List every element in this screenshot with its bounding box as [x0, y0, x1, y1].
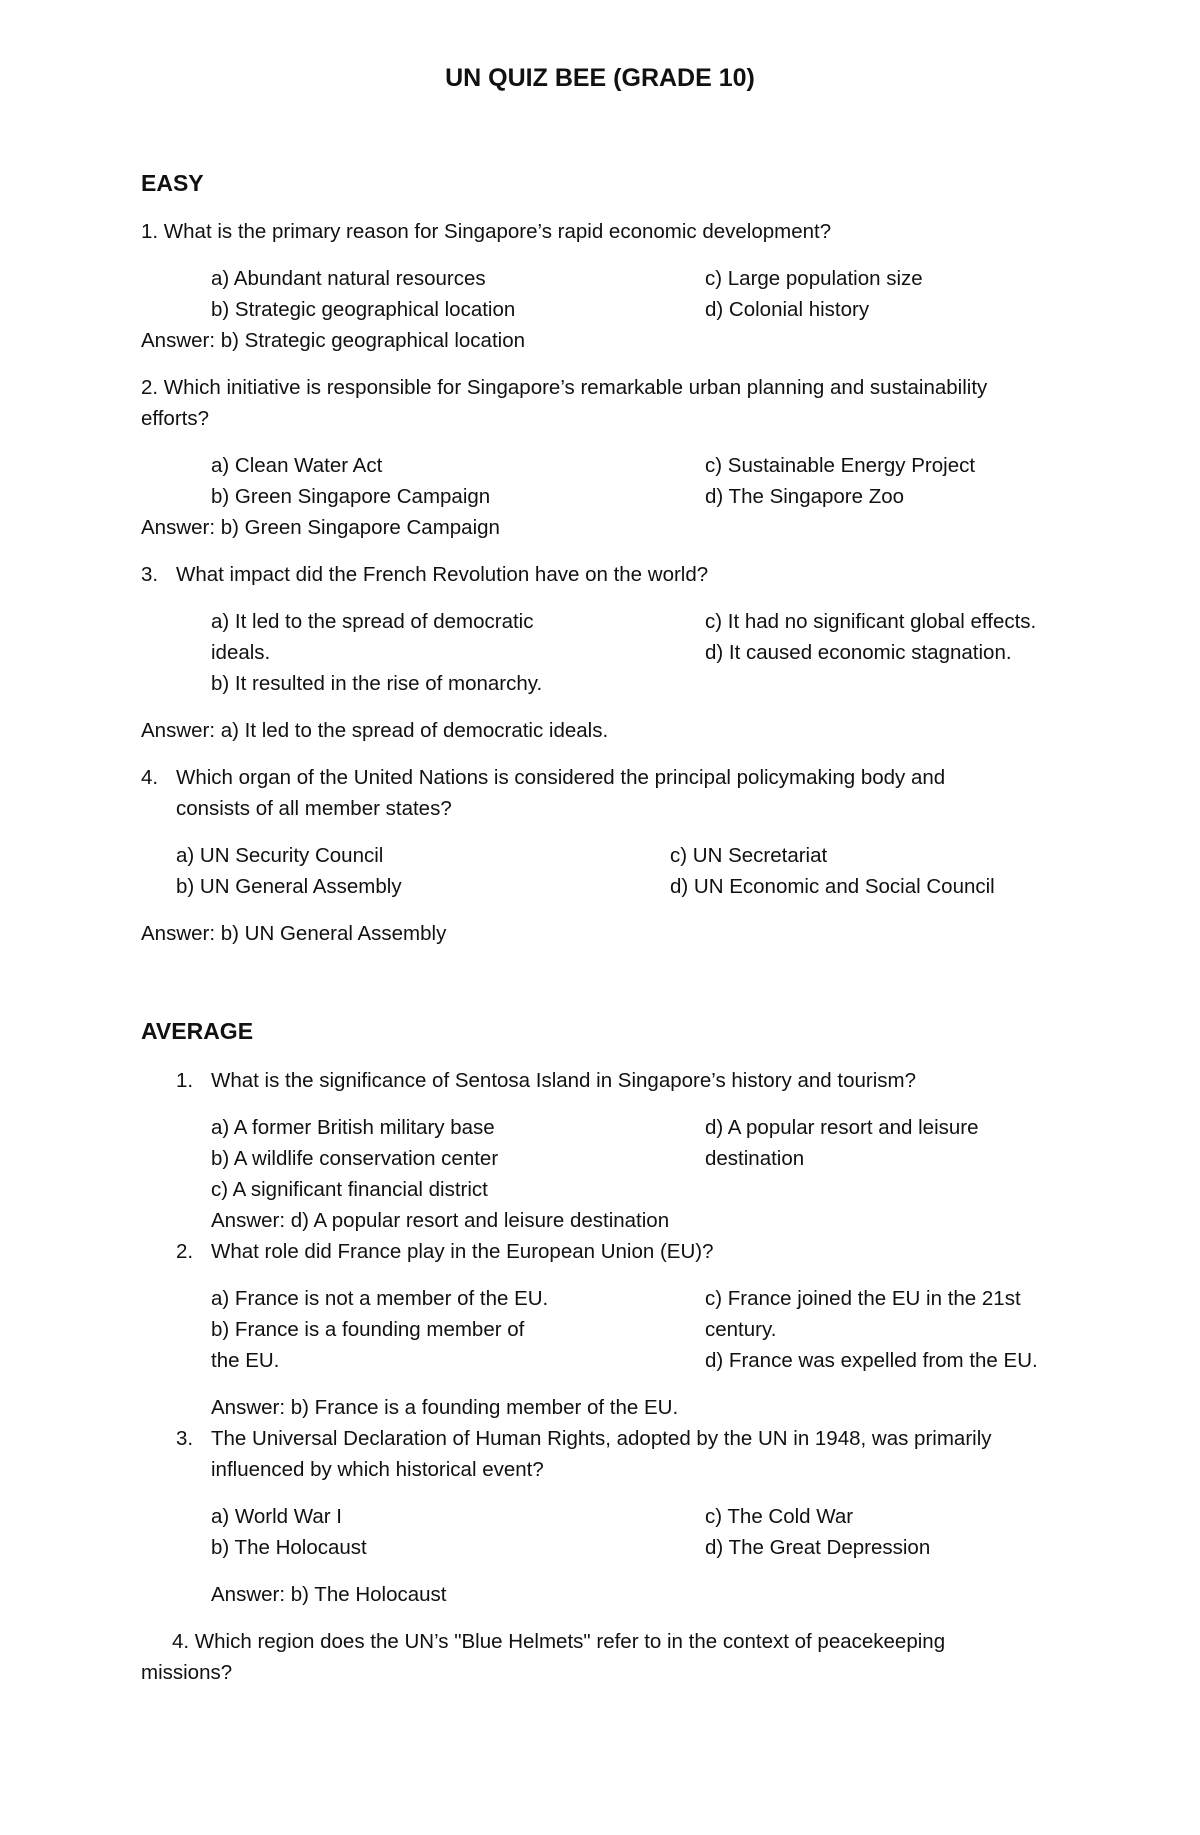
answer-text: Answer: b) The Holocaust	[211, 1583, 447, 1606]
choice-c: c) It had no significant global effects.	[705, 610, 1037, 633]
choice-d-continued: destination	[705, 1147, 805, 1170]
question-text: 2. Which initiative is responsible for Singapore’s remarkable urban planning and sustainability	[141, 376, 988, 399]
answer-text: Answer: b) Green Singapore Campaign	[141, 516, 500, 539]
choice-a-continued: ideals.	[211, 641, 271, 664]
choice-a: a) France is not a member of the EU.	[211, 1287, 549, 1310]
question-text-continued: consists of all member states?	[176, 797, 452, 820]
question-text: What impact did the French Revolution have on the world?	[176, 563, 709, 586]
answer-text: Answer: a) It led to the spread of democratic ideals.	[141, 719, 609, 742]
choice-b: b) Strategic geographical location	[211, 298, 516, 321]
choice-b: b) Green Singapore Campaign	[211, 485, 491, 508]
choice-c: c) The Cold War	[705, 1505, 854, 1528]
choice-b: b) A wildlife conservation center	[211, 1147, 499, 1170]
question-text: What is the significance of Sentosa Island in Singapore’s history and tourism?	[211, 1069, 916, 1092]
choice-c-continued: century.	[705, 1318, 777, 1341]
choice-d: d) A popular resort and leisure	[705, 1116, 979, 1139]
section-heading-easy: EASY	[141, 170, 204, 196]
choice-d: d) The Great Depression	[705, 1536, 931, 1559]
answer-text: Answer: b) UN General Assembly	[141, 922, 447, 945]
question-text: The Universal Declaration of Human Rights, adopted by the UN in 1948, was primarily	[211, 1427, 992, 1450]
question-text-continued: influenced by which historical event?	[211, 1458, 544, 1481]
choice-c: c) UN Secretariat	[670, 844, 828, 867]
choice-a: a) UN Security Council	[176, 844, 384, 867]
choice-c: c) Large population size	[705, 267, 923, 290]
choice-a: a) It led to the spread of democratic	[211, 610, 534, 633]
choice-d: d) UN Economic and Social Council	[670, 875, 995, 898]
choice-a: a) Clean Water Act	[211, 454, 383, 477]
choice-a: a) World War I	[211, 1505, 342, 1528]
choice-d: d) Colonial history	[705, 298, 870, 321]
choice-c: c) Sustainable Energy Project	[705, 454, 976, 477]
choice-a: a) Abundant natural resources	[211, 267, 486, 290]
answer-text: Answer: b) France is a founding member of the EU.	[211, 1396, 679, 1419]
question-number: 3.	[176, 1427, 194, 1450]
choice-b-continued: the EU.	[211, 1349, 280, 1372]
question-number: 3.	[141, 563, 159, 586]
question-text: What role did France play in the European Union (EU)?	[211, 1240, 714, 1263]
choice-a: a) A former British military base	[211, 1116, 495, 1139]
choice-b: b) France is a founding member of	[211, 1318, 525, 1341]
question-number: 1.	[176, 1069, 194, 1092]
question-text: 4. Which region does the UN’s "Blue Helmets" refer to in the context of peacekeeping	[172, 1630, 946, 1653]
question-text: 1. What is the primary reason for Singapore’s rapid economic development?	[141, 220, 832, 243]
page-title: UN QUIZ BEE (GRADE 10)	[445, 64, 755, 92]
question-number: 2.	[176, 1240, 194, 1263]
answer-text: Answer: b) Strategic geographical location	[141, 329, 526, 352]
choice-c: c) A significant financial district	[211, 1178, 488, 1201]
question-text-continued: missions?	[141, 1661, 233, 1684]
choice-b: b) UN General Assembly	[176, 875, 402, 898]
choice-b: b) It resulted in the rise of monarchy.	[211, 672, 543, 695]
choice-c: c) France joined the EU in the 21st	[705, 1287, 1021, 1310]
choice-d: d) The Singapore Zoo	[705, 485, 905, 508]
section-heading-average: AVERAGE	[141, 1018, 254, 1044]
answer-text: Answer: d) A popular resort and leisure destination	[211, 1209, 670, 1232]
question-number: 4.	[141, 766, 159, 789]
question-text: Which organ of the United Nations is considered the principal policymaking body and	[176, 766, 946, 789]
choice-d: d) France was expelled from the EU.	[705, 1349, 1038, 1372]
question-text-continued: efforts?	[141, 407, 209, 430]
choice-b: b) The Holocaust	[211, 1536, 367, 1559]
choice-d: d) It caused economic stagnation.	[705, 641, 1012, 664]
